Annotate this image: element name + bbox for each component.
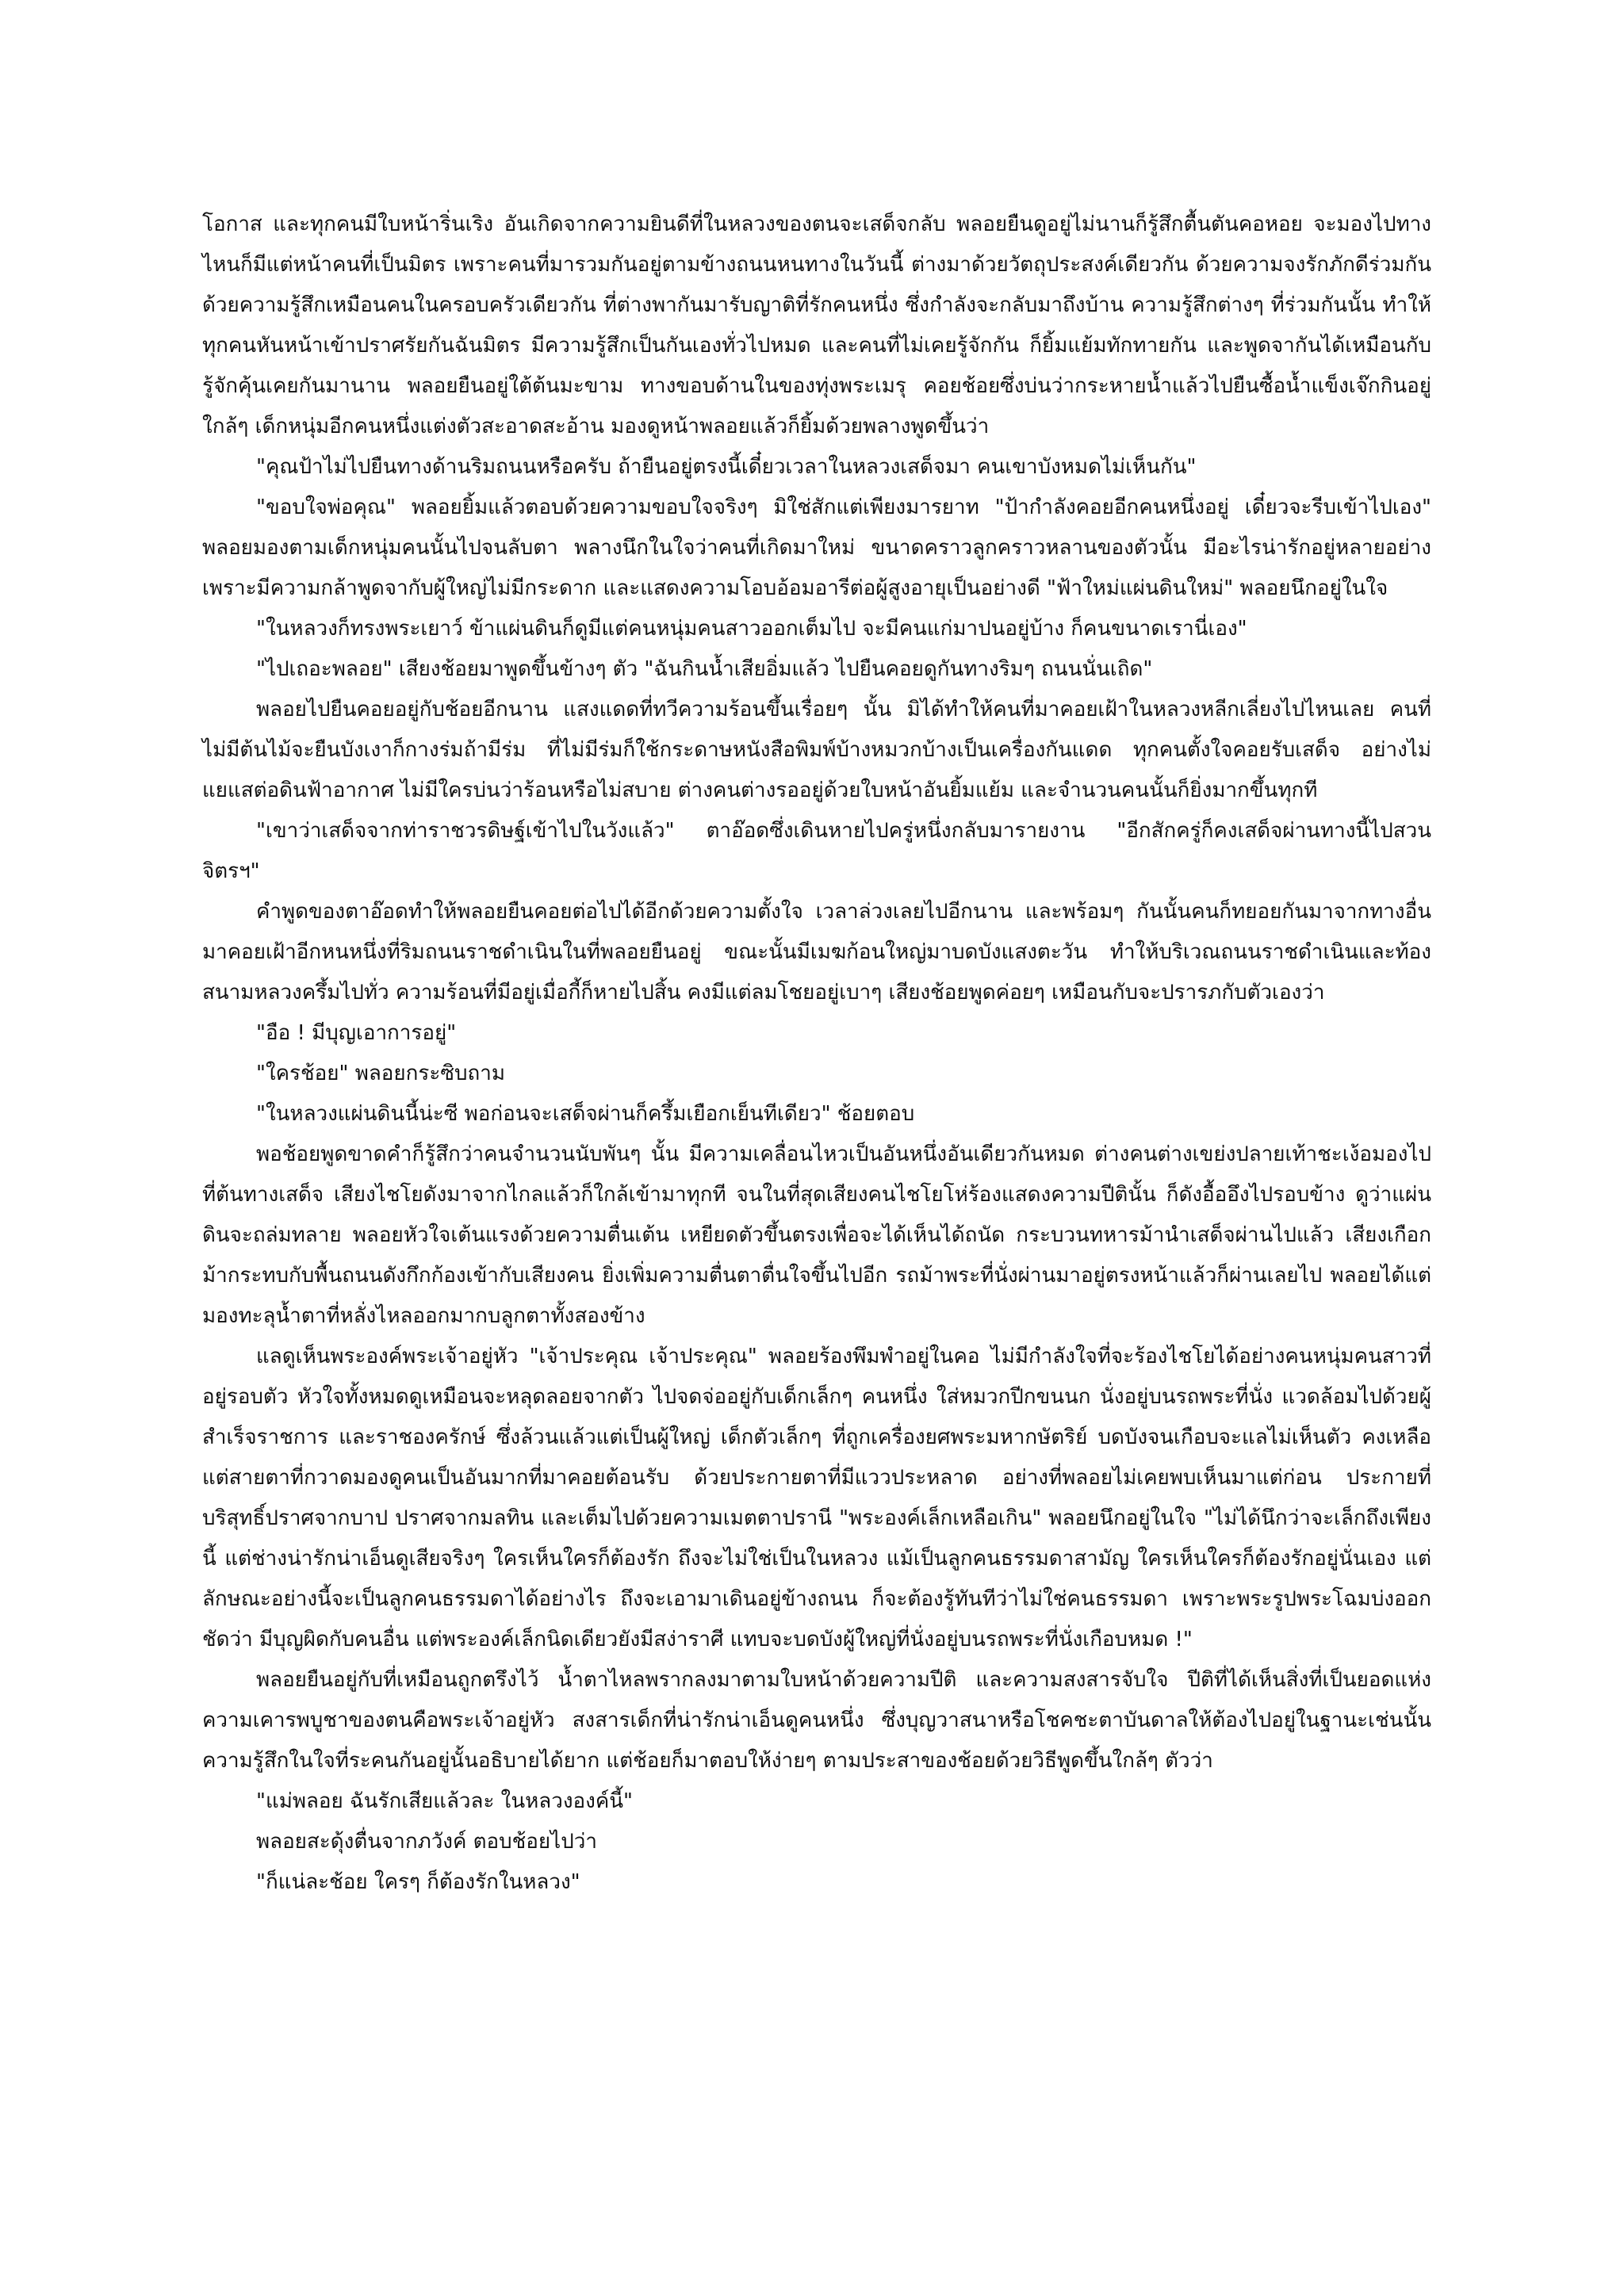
paragraph-14: พลอยยืนอยู่กับที่เหมือนถูกตรึงไว้ น้ำตาไหลพรากลงมาตามใบหน้าด้วยความปีติ และความสงสารจับใจ ปีติที่ได้เห็นสิ่งที่เป็นยอดแห่งความเคารพบูชาของตนคือพระเจ้าอยู่หัว สงสารเด็กที่น่ารักน่าเอ็นดูคนหนึ่ง ซึ่งบุญวาสนาหรือโชคชะตาบันดาลให้ต้องไปอยู่ในฐานะเช่นนั้น ความรู้สึกในใจที่ระคนกันอยู่นั้นอธิบายได้ยาก แต่ช้อยก็มาตอบให้ง่ายๆ ตามประสาของช้อยด้วยวิธีพูดขึ้นใกล้ๆ ตัวว่า	[202, 1668, 1438, 1773]
paragraph-15: "แม่พลอย ฉันรักเสียแล้วละ ในหลวงองค์นี้"	[256, 1789, 633, 1813]
paragraph-1: โอกาส และทุกคนมีใบหน้าริ่นเริง อันเกิดจากความยินดีที่ในหลวงของตนจะเสด็จกลับ พลอยยืนดูอยู่ไม่นานก็รู้สึกตื้นตันคอหอย จะมองไปทางไหนก็มีแต่หน้าคนที่เป็นมิตร เพราะคนที่มารวมกันอยู่ตามข้างถนนหนทางในวันนี้ ต่างมาด้วยวัตถุประสงค์เดียวกัน ด้วยความจงรักภักดีร่วมกัน ด้วยความรู้สึกเหมือนคนในครอบครัวเดียวกัน ที่ต่างพากันมารับญาติที่รักคนหนึ่ง ซึ่งกำลังจะกลับมาถึงบ้าน ความรู้สึกต่างๆ ที่ร่วมกันนั้น ทำให้ทุกคนหันหน้าเข้าปราศรัยกันฉันมิตร มีความรู้สึกเป็นกันเองทั่วไปหมด และคนที่ไม่เคยรู้จักกัน ก็ยิ้มแย้มทักทายกัน และพูดจากันได้เหมือนกับรู้จักคุ้นเคยกันมานาน พลอยยืนอยู่ใต้ต้นมะขาม ทางขอบด้านในของทุ่งพระเมรุ คอยช้อยซึ่งบ่นว่ากระหายน้ำแล้วไปยืนซื้อน้ำแข็งเจ๊กกินอยู่ใกล้ๆ เด็กหนุ่มอีกคนหนึ่งแต่งตัวสะอาดสะอ้าน มองดูหน้าพลอยแล้วก็ยิ้มด้วยพลางพูดขึ้นว่า	[202, 212, 1438, 438]
paragraph-13: แลดูเห็นพระองค์พระเจ้าอยู่หัว "เจ้าประคุณ เจ้าประคุณ" พลอยร้องพึมพำอยู่ในคอ ไม่มีกำลังใจที่จะร้องไชโยได้อย่างคนหนุ่มคนสาวที่อยู่รอบตัว หัวใจทั้งหมดดูเหมือนจะหลุดลอยจากตัว ไปจดจ่ออยู่กับเด็กเล็กๆ คนหนึ่ง ใส่หมวกปีกขนนก นั่งอยู่บนรถพระที่นั่ง แวดล้อมไปด้วยผู้สำเร็จราชการ และราชองครักษ์ ซึ่งล้วนแล้วแต่เป็นผู้ใหญ่ เด็กตัวเล็กๆ ที่ถูกเครื่องยศพระมหากษัตริย์ บดบังจนเกือบจะแลไม่เห็นตัว คงเหลือแต่สายตาที่กวาดมองดูคนเป็นอันมากที่มาคอยต้อนรับ ด้วยประกายตาที่มีแววประหลาด อย่างที่พลอยไม่เคยพบเห็นมาแต่ก่อน ประกายที่บริสุทธิ์ปราศจากบาป ปราศจากมลทิน และเต็มไปด้วยความเมตตาปรานี "พระองค์เล็กเหลือเกิน" พลอยนึกอยู่ในใจ "ไม่ได้นึกว่าจะเล็กถึงเพียงนี้ แต่ช่างน่ารักน่าเอ็นดูเสียจริงๆ ใครเห็นใครก็ต้องรัก ถึงจะไม่ใช่เป็นในหลวง แม้เป็นลูกคนธรรมดาสามัญ ใครเห็นใครก็ต้องรักอยู่นั่นเอง แต่ลักษณะอย่างนี้จะเป็นลูกคนธรรมดาได้อย่างไร ถึงจะเอามาเดินอยู่ข้างถนน ก็จะต้องรู้ทันทีว่าไม่ใช่คนธรรมดา เพราะพระรูปพระโฉมบ่งออกชัดว่า มีบุญผิดกับคนอื่น แต่พระองค์เล็กนิดเดียวยังมีสง่าราศี แทบจะบดบังผู้ใหญ่ที่นั่งอยู่บนรถพระที่นั่งเกือบหมด !"	[202, 1345, 1431, 1651]
paragraph-16: พลอยสะดุ้งตื่นจากภวังค์ ตอบช้อยไปว่า	[256, 1830, 597, 1854]
paragraph-9: "อือ ! มีบุญเอาการอยู่"	[256, 1021, 457, 1045]
paragraph-11: "ในหลวงแผ่นดินนี้น่ะซี พอก่อนจะเสด็จผ่านก็ครึ้มเยือกเย็นทีเดียว" ช้อยตอบ	[256, 1102, 915, 1126]
paragraph-17: "ก็แน่ละช้อย ใครๆ ก็ต้องรักในหลวง"	[256, 1870, 580, 1894]
paragraph-12: พอช้อยพูดขาดคำก็รู้สึกว่าคนจำนวนนับพันๆ นั้น มีความเคลื่อนไหวเป็นอันหนึ่งอันเดียวกันหมด ต่างคนต่างเขย่งปลายเท้าชะเง้อมองไปที่ต้นทางเสด็จ เสียงไชโยดังมาจากไกลแล้วก็ใกล้เข้ามาทุกที จนในที่สุดเสียงคนไชโยโห่ร้องแสดงความปีตินั้น ก็ดังอื้ออึงไปรอบข้าง ดูว่าแผ่นดินจะถล่มทลาย พลอยหัวใจเต้นแรงด้วยความตื่นเต้น เหยียดตัวขึ้นตรงเพื่อจะได้เห็นได้ถนัด กระบวนทหารม้านำเสด็จผ่านไปแล้ว เสียงเกือกม้ากระทบกับพื้นถนนดังกึกก้องเข้ากับเสียงคน ยิ่งเพิ่มความตื่นตาตื่นใจขึ้นไปอีก รถม้าพระที่นั่งผ่านมาอยู่ตรงหน้าแล้วก็ผ่านเลยไป พลอยได้แต่มองทะลุน้ำตาที่หลั่งไหลออกมากบลูกตาทั้งสองข้าง	[202, 1142, 1431, 1328]
paragraph-8: คำพูดของตาอ๊อดทำให้พลอยยืนคอยต่อไปได้อีกด้วยความตั้งใจ เวลาล่วงเลยไปอีกนาน และพร้อมๆ กันนั้นคนก็ทยอยกันมาจากทางอื่น มาคอยเฝ้าอีกหนหนึ่งที่ริมถนนราชดำเนินในที่พลอยยืนอยู่ ขณะนั้นมีเมฆก้อนใหญ่มาบดบังแสงตะวัน ทำให้บริเวณถนนราชดำเนินและท้องสนามหลวงครึ้มไปทั่ว ความร้อนที่มีอยู่เมื่อกี้ก็หายไปสิ้น คงมีแต่ลมโชยอยู่เบาๆ เสียงช้อยพูดค่อยๆ เหมือนกับจะปรารภกับตัวเองว่า	[202, 900, 1438, 1004]
paragraph-10: "ใครช้อย" พลอยกระซิบถาม	[256, 1062, 505, 1085]
body-text	[202, 205, 1438, 1903]
paragraph-6: พลอยไปยืนคอยอยู่กับช้อยอีกนาน แสงแดดที่ทวีความร้อนขึ้นเรื่อยๆ นั้น มิได้ทำให้คนที่มาคอยเฝ้าในหลวงหลีกเลี่ยงไปไหนเลย คนที่ไม่มีต้นไม้จะยืนบังเงาก็กางร่มถ้ามีร่ม ที่ไม่มีร่มก็ใช้กระดาษหนังสือพิมพ์บ้างหมวกบ้างเป็นเครื่องกันแดด ทุกคนตั้งใจคอยรับเสด็จ อย่างไม่แยแสต่อดินฟ้าอากาศ ไม่มีใครบ่นว่าร้อนหรือไม่สบาย ต่างคนต่างรออยู่ด้วยใบหน้าอันยิ้มแย้ม และจำนวนคนนั้นก็ยิ่งมากขึ้นทุกที	[202, 698, 1431, 802]
paragraph-4: "ในหลวงก็ทรงพระเยาว์ ข้าแผ่นดินก็ดูมีแต่คนหนุ่มคนสาวออกเต็มไป จะมีคนแก่มาปนอยู่บ้าง ก็คนขนาดเรานี่เอง"	[256, 617, 1247, 641]
paragraph-2: "คุณป้าไม่ไปยืนทางด้านริมถนนหรือครับ ถ้ายืนอยู่ตรงนี้เดี๋ยวเวลาในหลวงเสด็จมา คนเขาบังหมดไม่เห็นกัน"	[256, 455, 1197, 479]
paragraph-5: "ไปเถอะพลอย" เสียงช้อยมาพูดขึ้นข้างๆ ตัว "ฉันกินน้ำเสียอิ่มแล้ว ไปยืนคอยดูกันทางริมๆ ถนนนั่นเถิด"	[256, 657, 1153, 681]
paragraph-3: "ขอบใจพ่อคุณ" พลอยยิ้มแล้วตอบด้วยความขอบใจจริงๆ มิใช่สักแต่เพียงมารยาท "ป้ากำลังคอยอีกคนหนึ่งอยู่ เดี๋ยวจะรีบเข้าไปเอง" พลอยมองตามเด็กหนุ่มคนนั้นไปจนลับตา พลางนึกในใจว่าคนที่เกิดมาใหม่ ขนาดคราวลูกคราวหลานของตัวนั้น มีอะไรน่ารักอยู่หลายอย่าง เพราะมีความกล้าพูดจากับผู้ใหญ่ไม่มีกระดาก และแสดงความโอบอ้อมอารีต่อผู้สูงอายุเป็นอย่างดี "ฟ้าใหม่แผ่นดินใหม่" พลอยนึกอยู่ในใจ	[202, 496, 1438, 600]
paragraph-7: "เขาว่าเสด็จจากท่าราชวรดิษฐ์เข้าไปในวังแล้ว" ตาอ๊อดซึ่งเดินหายไปครู่หนึ่งกลับมารายงาน "อีกสักครู่ก็คงเสด็จผ่านทางนี้ไปสวนจิตรฯ"	[202, 819, 1431, 883]
